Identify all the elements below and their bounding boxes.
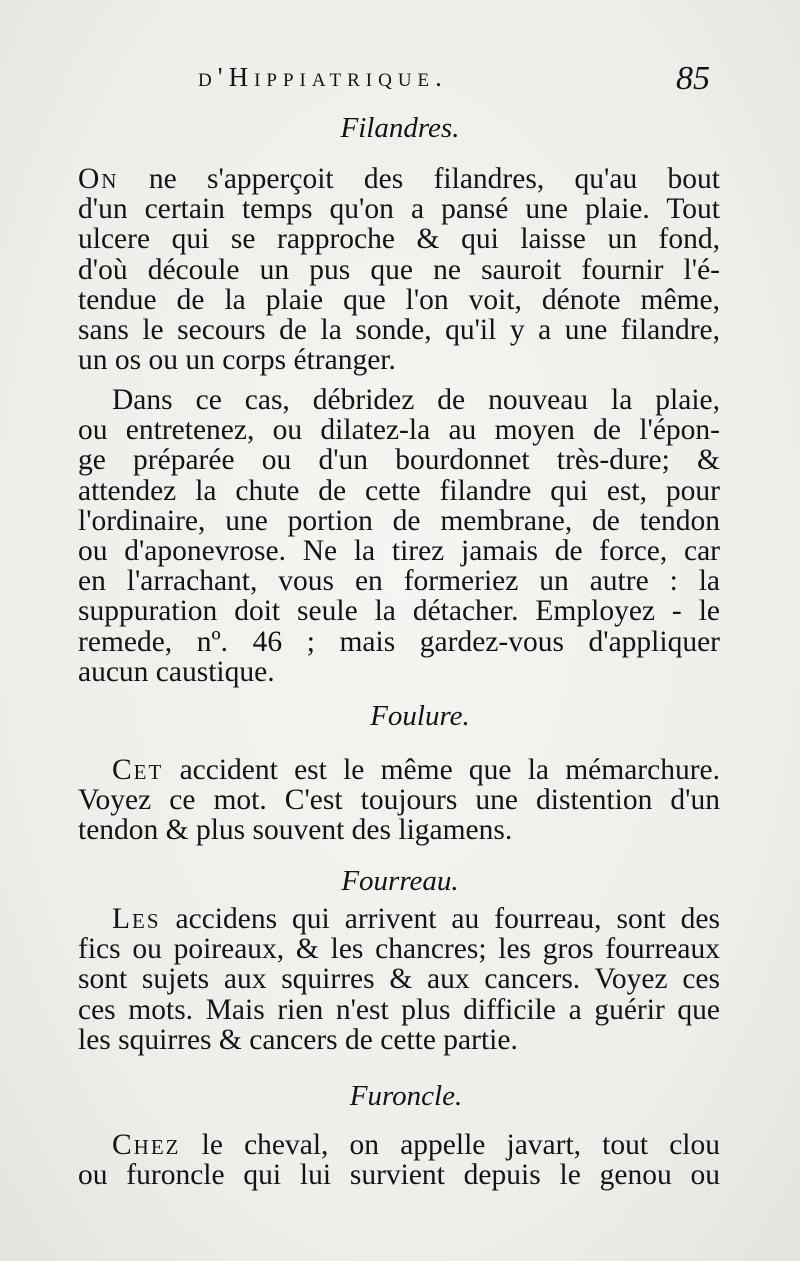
text-line: attendez la chute de cette filandre qui est, pour	[78, 474, 720, 507]
paragraph-filandres-2	[78, 385, 720, 687]
lead-word: On	[78, 163, 119, 195]
text-line: en l'arrachant, vous en formeriez un autre : la	[78, 565, 720, 598]
page-number: 85	[676, 60, 710, 97]
text-line: Voyez ce mot. C'est toujours une distention d'un	[78, 784, 720, 817]
text-line: Dans ce cas, débridez de nouveau la plaie,	[112, 384, 720, 416]
text-line: tendon & plus souvent des ligamens.	[78, 814, 513, 847]
text-line: ou furoncle qui lui survient depuis le genou ou	[78, 1159, 720, 1192]
text-line: tendue de la plaie que l'on voit, dénote même,	[78, 283, 720, 316]
text-line: remede, nº. 46 ; mais gardez-vous d'appliquer	[78, 625, 720, 658]
page-header	[198, 60, 718, 104]
text-line: ou entretenez, ou dilatez-la au moyen de l'épon-	[78, 414, 720, 447]
paragraph-foulure	[78, 755, 720, 846]
text-line: d'un certain temps qu'on a pansé une plaie. Tout	[78, 193, 720, 226]
section-title-furoncle: Furoncle.	[349, 1080, 463, 1112]
lead-word: Chez	[112, 1129, 181, 1161]
paragraph-fourreau	[78, 904, 720, 1055]
text-line: aucun caustique.	[78, 655, 275, 688]
text-line: ces mots. Mais rien n'est plus difficile a guérir que	[78, 993, 720, 1026]
section-title-foulure: Foulure.	[370, 700, 470, 732]
paragraph-filandres-1	[78, 164, 720, 375]
text-line: sont sujets aux squirres & aux cancers. Voyez ces	[78, 963, 720, 996]
text-line: ou d'aponevrose. Ne la tirez jamais de force, car	[78, 535, 720, 568]
text-line: fics ou poireaux, & les chancres; les gros fourreaux	[78, 933, 720, 966]
lead-word: Les	[112, 903, 161, 935]
text-line: suppuration doit seule la détacher. Employez - le	[78, 595, 720, 628]
text-line: les squirres & cancers de cette partie.	[78, 1023, 518, 1056]
text-line: sans le secours de la sonde, qu'il y a une filandre,	[78, 314, 720, 347]
paragraph-furoncle	[78, 1130, 720, 1190]
section-title-fourreau: Fourreau.	[341, 865, 459, 897]
text-line: Les accidens qui arrivent au fourreau, sont des	[112, 903, 720, 935]
text-line: l'ordinaire, une portion de membrane, de tendon	[78, 504, 720, 537]
section-title-filandres: Filandres.	[340, 112, 460, 144]
lead-word: Cet	[112, 754, 164, 786]
text-line: Cet accident est le même que la mémarchure.	[112, 754, 721, 786]
text-line: un os ou un corps étranger.	[78, 344, 396, 377]
running-head: d'Hippiatrique.	[198, 62, 448, 92]
text-line: ge préparée ou d'un bourdonnet très-dure; &	[78, 444, 720, 477]
text-line: Chez le cheval, on appelle javart, tout clou	[112, 1129, 720, 1161]
text-line: On ne s'apperçoit des filandres, qu'au bout	[78, 163, 720, 195]
text-line: d'où découle un pus que ne sauroit fournir l'é-	[78, 253, 720, 286]
text-line: ulcere qui se rapproche & qui laisse un fond,	[78, 223, 720, 256]
